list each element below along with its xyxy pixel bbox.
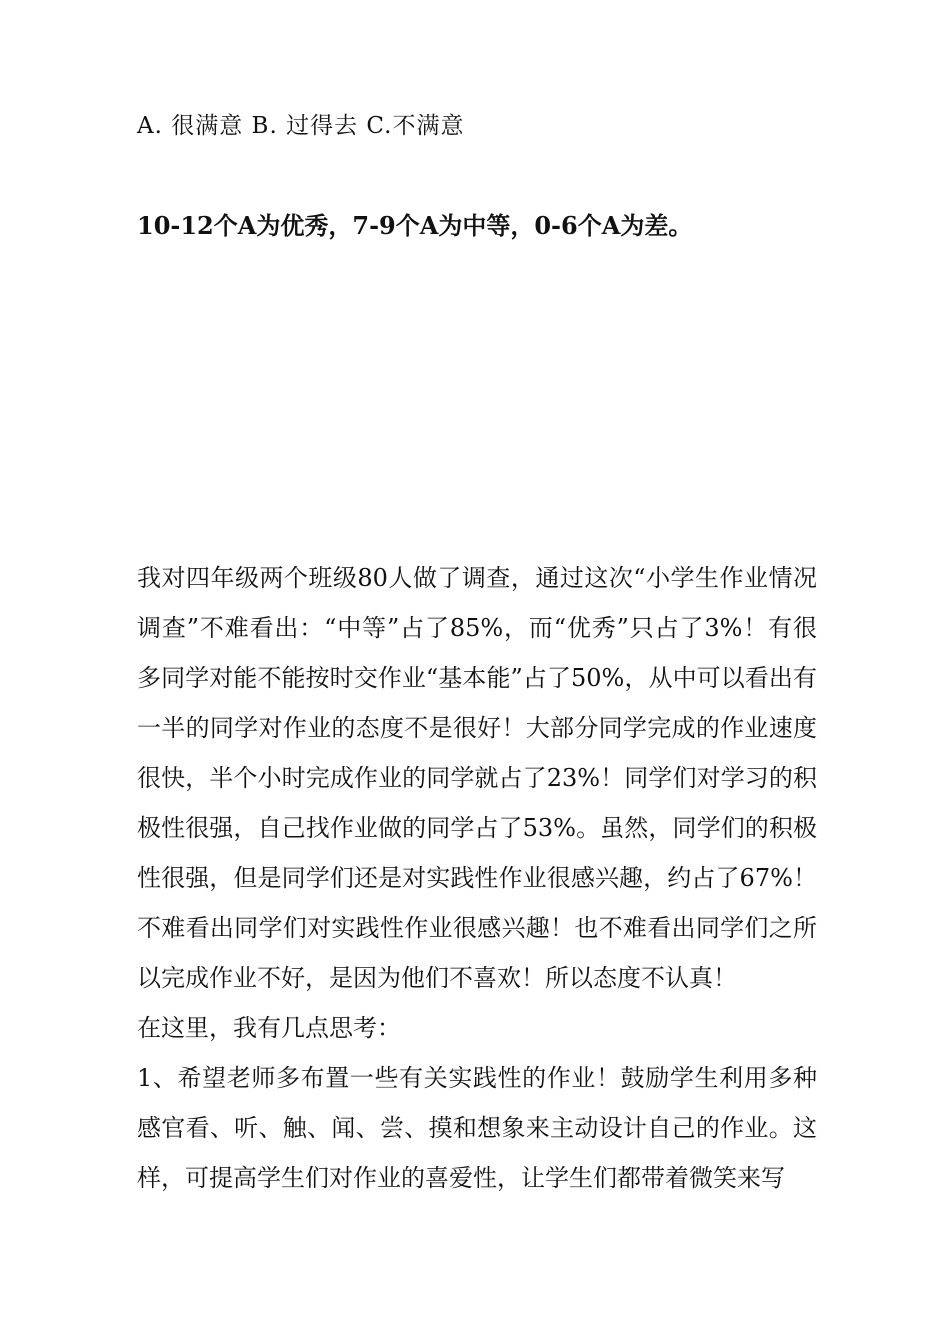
thought-item-1: 1、希望老师多布置一些有关实践性的作业！鼓励学生利用多种感官看、听、触、闻、尝、摸和想象来主动设计自己的作业。这样，可提高学生们对作业的喜爱性，让学生们都带着微笑来写	[137, 1064, 817, 1192]
analysis-paragraph: 我对四年级两个班级80人做了调查，通过这次“小学生作业情况调查”不难看出：“中等”占了85%，而“优秀”只占了3%！有很多同学对能不能按时交作业“基本能”占了50%，从中可以看出有一半的同学对作业的态度不是很好！大部分同学完成的作业速度很快，半个小时完成作业的同学就占了23%！同学们对学习的积极性很强，自己找作业做的同学占了53%。虽然，同学们的积极性很强，但是同学们还是对实践性作业很感兴趣，约占了67%！不难看出同学们对实践性作业很感兴趣！也不难看出同学们之所以完成作业不好，是因为他们不喜欢！所以态度不认真！	[137, 564, 817, 992]
survey-options-line: A. 很满意 B. 过得去 C.不满意	[137, 113, 465, 139]
grading-criteria-line: 10-12个A为优秀，7-9个A为中等，0-6个A为差。	[137, 211, 693, 240]
thoughts-intro: 在这里，我有几点思考：	[137, 1014, 401, 1042]
analysis-section	[137, 553, 817, 1203]
